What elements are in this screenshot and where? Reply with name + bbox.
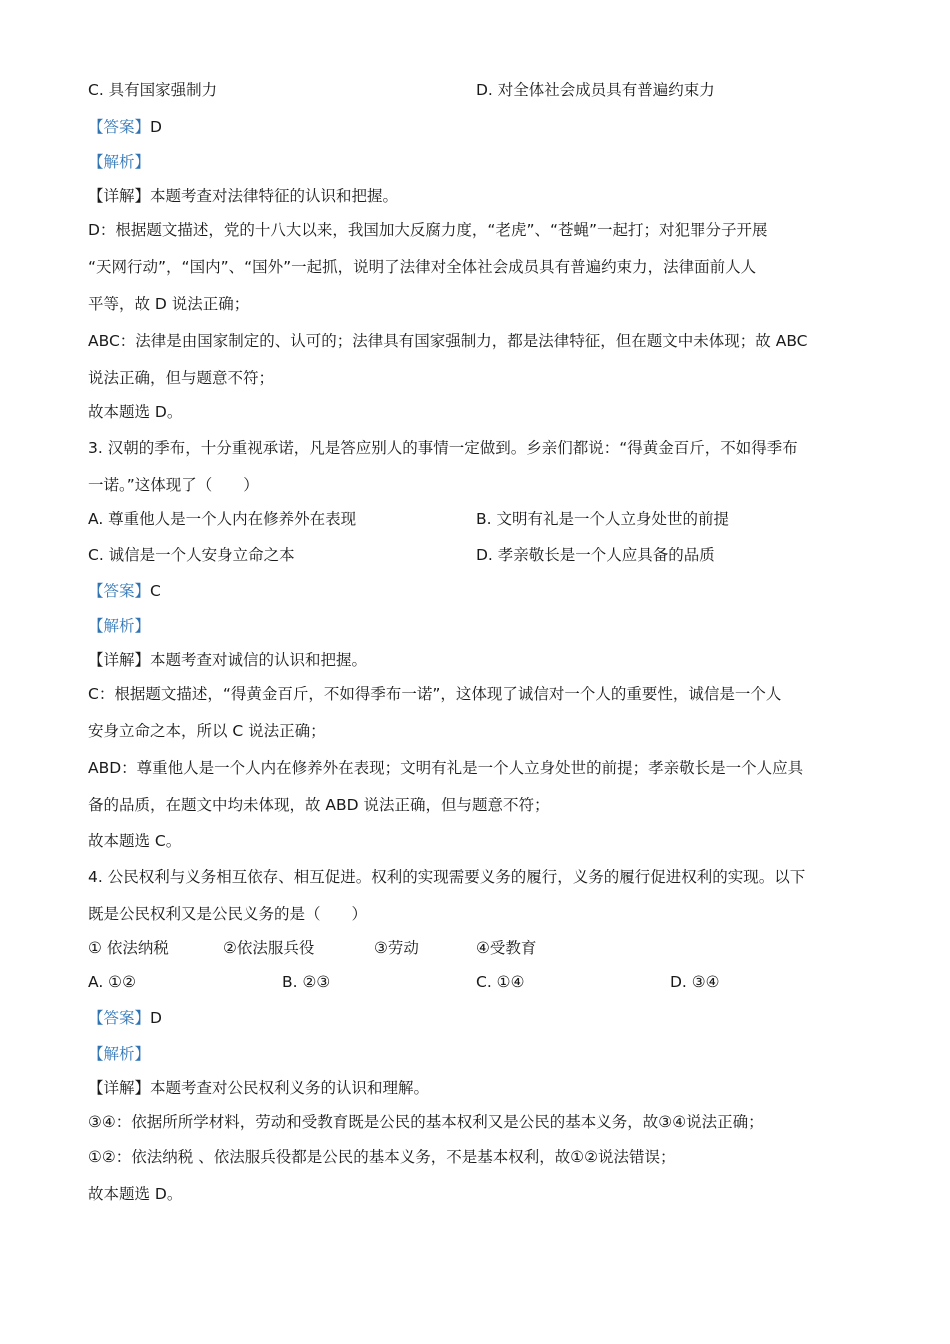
q4-conclusion: 故本题选 D。 [88, 1185, 183, 1203]
q2-conclusion: 故本题选 D。 [88, 403, 183, 421]
q2-explain-d-2: “天网行动”，“国内”、“国外”一起抓，说明了法律对全体社会成员具有普遍约束力，法律面前人人 [88, 258, 757, 276]
q2-explain-abc-1: ABC：法律是由国家制定的、认可的；法律具有国家强制力，都是法律特征，但在题文中未体现；故 ABC [88, 332, 808, 350]
q4-stem-1: 4. 公民权利与义务相互依存、相互促进。权利的实现需要义务的履行，义务的履行促进权利的实现。以下 [88, 868, 806, 886]
q3-detail [88, 650, 863, 670]
q4-analysis-tag: 【解析】 [88, 1045, 151, 1063]
answer-value: D [150, 118, 162, 136]
answer-value: C [150, 582, 161, 600]
q3-explain-c-2: 安身立命之本，所以 C 说法正确； [88, 722, 326, 740]
q4-answer [88, 1008, 863, 1028]
q3-option-c: C. 诚信是一个人安身立命之本 [88, 546, 295, 564]
q3-explain-abd-1: ABD：尊重他人是一个人内在修养外在表现；文明有礼是一个人立身处世的前提；孝亲敬长是一个人应具 [88, 759, 804, 777]
q3-answer [88, 581, 863, 601]
q2-answer [88, 117, 863, 137]
detail-tag: 【详解】 [88, 187, 151, 205]
answer-tag: 【答案】 [88, 118, 151, 136]
q4-explain-12: ①②：依法纳税 、依法服兵役都是公民的基本义务，不是基本权利，故①②说法错误； [88, 1148, 676, 1166]
q3-analysis-tag: 【解析】 [88, 617, 151, 635]
q3-option-a: A. 尊重他人是一个人内在修养外在表现 [88, 510, 357, 528]
q2-option-d: D. 对全体社会成员具有普遍约束力 [476, 81, 715, 99]
q3-stem-2: 一诺。”这体现了（ ） [88, 476, 259, 494]
q4-option-d: D. ③④ [670, 973, 720, 991]
detail-text: 本题考查对公民权利义务的认识和理解。 [150, 1079, 430, 1097]
q2-option-c: C. 具有国家强制力 [88, 81, 218, 99]
q4-stem-2: 既是公民权利又是公民义务的是（ ） [88, 905, 368, 923]
q2-explain-d-3: 平等，故 D 说法正确； [88, 295, 250, 313]
q3-conclusion: 故本题选 C。 [88, 832, 182, 850]
q2-explain-abc-2: 说法正确，但与题意不符； [88, 369, 275, 387]
answer-tag: 【答案】 [88, 582, 151, 600]
detail-tag: 【详解】 [88, 651, 151, 669]
q3-explain-c-1: C：根据题文描述，“得黄金百斤，不如得季布一诺”，这体现了诚信对一个人的重要性，诚信是一个人 [88, 685, 782, 703]
q4-option-a: A. ①② [88, 973, 136, 991]
q3-explain-abd-2: 备的品质，在题文中均未体现，故 ABD 说法正确，但与题意不符； [88, 796, 550, 814]
detail-text: 本题考查对法律特征的认识和把握。 [150, 187, 399, 205]
answer-value: D [150, 1009, 162, 1027]
q3-option-d: D. 孝亲敬长是一个人应具备的品质 [476, 546, 715, 564]
answer-tag: 【答案】 [88, 1009, 151, 1027]
detail-tag: 【详解】 [88, 1079, 151, 1097]
q4-option-c: C. ①④ [476, 973, 525, 991]
q4-detail [88, 1078, 863, 1098]
q4-item-1: ① 依法纳税 [88, 939, 169, 957]
q2-analysis-tag: 【解析】 [88, 153, 151, 171]
q4-item-4: ④受教育 [476, 939, 537, 957]
q4-explain-34: ③④：依据所所学材料，劳动和受教育既是公民的基本权利又是公民的基本义务，故③④说法正确； [88, 1113, 764, 1131]
q2-explain-d-1: D：根据题文描述，党的十八大以来，我国加大反腐力度，“老虎”、“苍蝇”一起打；对犯罪分子开展 [88, 221, 768, 239]
q3-stem-1: 3. 汉朝的季布，十分重视承诺，凡是答应别人的事情一定做到。乡亲们都说：“得黄金百斤，不如得季布 [88, 439, 798, 457]
q4-item-2: ②依法服兵役 [223, 939, 315, 957]
q2-detail [88, 186, 863, 206]
q3-option-b: B. 文明有礼是一个人立身处世的前提 [476, 510, 729, 528]
q4-item-3: ③劳动 [374, 939, 419, 957]
detail-text: 本题考查对诚信的认识和把握。 [150, 651, 368, 669]
q4-option-b: B. ②③ [282, 973, 331, 991]
